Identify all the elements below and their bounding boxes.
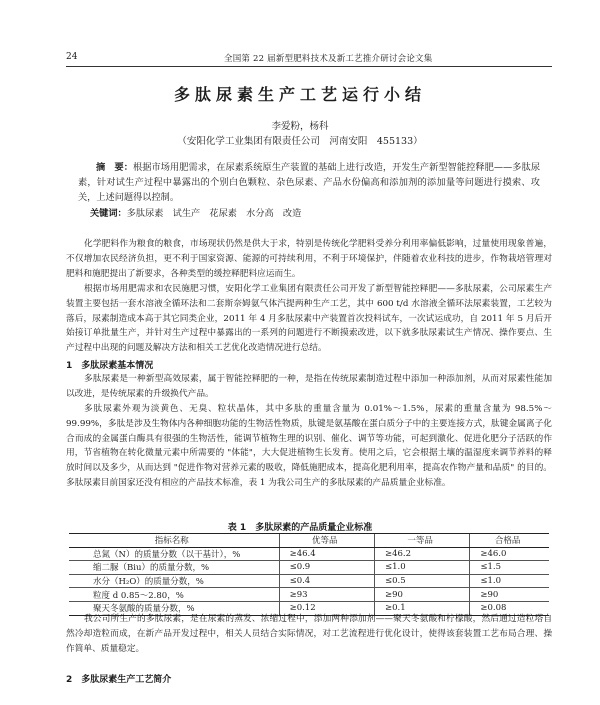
keywords	[90, 205, 540, 219]
keywords-text: 多肽尿素 试生产 花尿素 水分高 改造	[126, 208, 302, 219]
table-cell: 聚天冬氨酸的质量分数，%	[69, 601, 279, 615]
table-cell: ≤0.9	[279, 561, 374, 575]
table-1-caption: 表 1 多肽尿素的产品质量企业标准	[227, 523, 373, 533]
table-cell: ≥0.08	[470, 601, 549, 615]
running-header	[66, 52, 552, 66]
table-cell: ≤0.4	[279, 574, 374, 588]
table-header-cell: 合格品	[470, 534, 549, 548]
proceedings-title: 全国第 22 届新型肥料技术及新工艺推介研讨会论文集	[224, 54, 433, 64]
table-cell: 水分（H₂O）的质量分数，%	[69, 574, 279, 588]
table-cell: ≤1.5	[470, 561, 549, 575]
table-cell: ≥46.4	[279, 547, 374, 561]
table-cell: ≥90	[470, 588, 549, 602]
intro-paragraph-1: 化学肥料作为粮食的粮食，市场现状仍然是供大于求，特别是传统化学肥料受养分利用率偏低影响，过量使用现象普遍，不仅增加农民经济负担，更不利于国家资源、能源的可持续利用，不利于环境保护，伴随着农业科技的进步，作物栽培管理对肥料和施肥提出了新要求，各种类型的缓控释肥料应运而生。	[66, 239, 552, 279]
table-header-cell: 一等品	[374, 534, 469, 548]
abstract-text: 根据市场用肥需求，在尿素系统原生产装置的基础上进行改造，开发生产新型智能控释肥——多肽尿素，针对试生产过程中暴露出的个别白色颗粒、杂色尿素、产品水份偏高和添加剂的添加量等问题进行摸索、攻关，上述问题得以控制。	[78, 162, 541, 203]
section-1-heading: 1 多肽尿素基本情况	[66, 361, 154, 371]
after-table-paragraph: 我公司所生产的多肽尿素，是在尿素的蒸发、浓缩过程中，添加两种添加剂——聚天冬氨酸和柠檬酸，然后通过造粒塔自然冷却造粒而成，在新产品开发过程中，相关人员结合实际情况，对工艺流程进行优化设计，使得该套装置工艺布局合理、操作简单、质量稳定。	[66, 614, 552, 654]
table-cell: ≥46.2	[374, 547, 469, 561]
table-header-row	[69, 534, 549, 548]
table-cell: ≤0.5	[374, 574, 469, 588]
header-rule	[66, 66, 552, 67]
table-cell: ≥0.1	[374, 601, 469, 615]
section-1-paragraph-2: 多肽尿素外观为淡黄色、无臭、粒状晶体，其中多肽的重量含量为 0.01%～1.5%，尿素的重量含量为 98.5%～99.99%，多肽是涉及生物体内各种细胞功能的生物活性物质，肽键是氨基酸在蛋白质分子中的主要连接方式，肽键金属离子化合而成的金属蛋白酶具有很强的生物活性，能调节植物生理的识别、催化、调节等功能，可起到激化、促进化肥分子活跃的作用，节省植物在转化微量元素中所需要的 "体能"，大大促进植物生长发育。使用之后，它会根据土壤的温湿度来调节养料的释放时间以及多少，从而达到 "促进作物对营养元素的吸收，降低施肥成本，提高化肥利用率，提高农作物产量和品质" 的目的。多肽尿素目前国家还没有相应的产品技术标准，表 1 为我公司生产的多肽尿素的产品质量企业标准。	[66, 404, 552, 488]
section-1-paragraph-1: 多肽尿素是一种新型高效尿素，属于智能控释肥的一种，是指在传统尿素制造过程中添加一种添加剂，从而对尿素性能加以改进，是传统尿素的升级换代产品。	[66, 374, 552, 399]
table-header-cell: 指标名称	[69, 534, 279, 548]
quality-standard-table	[69, 533, 549, 616]
intro-paragraph-2: 根据市场用肥需求和农民施肥习惯，安阳化学工业集团有限责任公司开发了新型智能控释肥——多肽尿素，公司尿素生产装置主要包括一套水溶液全循环法和二套斯奈姆氨气体汽提两种生产工艺，其中 600 t/d 水溶液全循环法尿素装置，工艺较为落后，尿素制造成本高于其它同类企业，2011 年 4 月多肽尿素中产装置首次投料试车，一次试运成功，自 2011 年 5 月后开始接订单批量生产，并针对生产过程中暴露出的一系列的问题进行不断摸索改进，以下就多肽尿素试生产情况、操作要点、生产过程中出现的问题及解决方法和相关工艺优化改造情况进行总结。	[66, 284, 552, 354]
abstract	[78, 160, 540, 205]
table-row	[69, 547, 549, 561]
table-cell: 缩二脲（Biu）的质量分数，%	[69, 561, 279, 575]
abstract-label: 摘 要：	[96, 162, 134, 173]
table-cell: ≤1.0	[374, 561, 469, 575]
affiliation: （安阳化学工业集团有限责任公司 河南安阳 455133）	[177, 136, 423, 147]
paper-title: 多肽尿素生产工艺运行小结	[173, 85, 426, 104]
table-cell: ≥46.0	[470, 547, 549, 561]
table-cell: ≥90	[374, 588, 469, 602]
table-cell: ≤1.0	[470, 574, 549, 588]
authors: 李爱粉，杨科	[271, 121, 329, 132]
table-cell: ≥0.12	[279, 601, 374, 615]
table-cell: 总氮（N）的质量分数（以干基计），%	[69, 547, 279, 561]
table-header-cell: 优等品	[279, 534, 374, 548]
table-cell: 粒度 d 0.85～2.80，%	[69, 588, 279, 602]
table-row	[69, 588, 549, 602]
table-row	[69, 561, 549, 575]
section-2-heading: 2 多肽尿素生产工艺简介	[66, 675, 172, 685]
keywords-label: 关键词：	[90, 208, 127, 219]
table-cell: ≥93	[279, 588, 374, 602]
table-row	[69, 574, 549, 588]
page-number: 24	[66, 52, 78, 62]
